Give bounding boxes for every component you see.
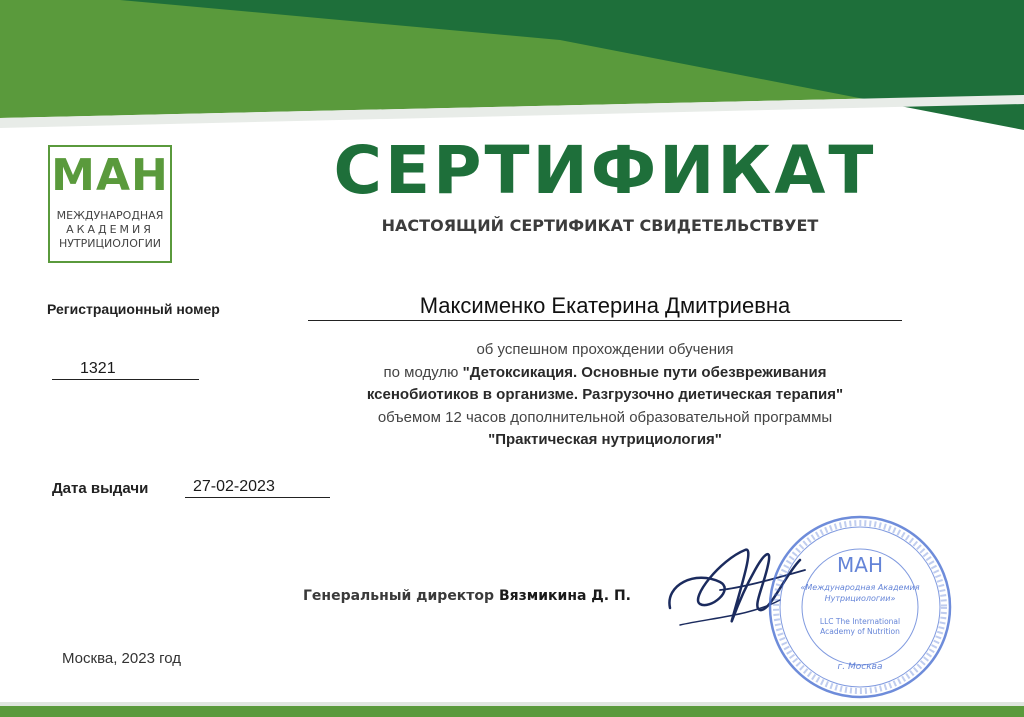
official-stamp	[765, 512, 955, 702]
module-title-part-2: ксенобиотиков в организме. Разгрузочно диетическая терапия"	[366, 386, 844, 403]
body-line-3	[300, 384, 910, 407]
director-name: Вязмикина Д. П.	[498, 588, 632, 604]
top-decorative-band	[0, 0, 1024, 140]
stamp-city: г. Москва	[837, 662, 883, 672]
logo-line-3: НУТРИЦИОЛОГИИ	[58, 237, 162, 250]
stamp-line-1: «Международная Академия	[800, 583, 920, 592]
issue-date-label: Дата выдачи	[52, 480, 149, 497]
module-prefix: по модулю	[383, 363, 463, 381]
stamp-line-2: Нутрициологии»	[824, 594, 896, 603]
body-line-5	[300, 429, 910, 452]
certificate-body	[300, 339, 910, 452]
certificate-subtitle: НАСТОЯЩИЙ СЕРТИФИКАТ СВИДЕТЕЛЬСТВУЕТ	[381, 216, 819, 235]
city-year: Москва, 2023 год	[62, 650, 181, 667]
recipient-name: Максименко Екатерина Дмитриевна	[308, 292, 902, 321]
director-title: Генеральный директор	[303, 588, 499, 604]
registration-number: 1321	[52, 360, 199, 380]
registration-label: Регистрационный номер	[47, 301, 220, 317]
program-name: "Практическая нутрициология"	[488, 431, 722, 448]
stamp-line-4: Academy of Nutrition	[820, 627, 900, 636]
academy-logo	[48, 145, 172, 263]
logo-line-1: МЕЖДУНАРОДНАЯ	[56, 209, 164, 222]
body-line-2	[300, 362, 910, 385]
director-signature-line	[303, 588, 631, 604]
body-line-4: объемом 12 часов дополнительной образовательной программы	[377, 408, 833, 426]
issue-date-value: 27-02-2023	[185, 478, 330, 498]
logo-abbrev: МАН	[51, 150, 169, 201]
logo-line-2: АКАДЕМИЯ	[66, 223, 154, 236]
stamp-abbrev: МАН	[837, 553, 883, 577]
certificate-title: СЕРТИФИКАТ	[333, 132, 877, 209]
stamp-line-3: LLC The International	[819, 617, 901, 626]
bottom-decorative-bar	[0, 702, 1024, 717]
module-title-part-1: "Детоксикация. Основные пути обезвреживания	[462, 363, 827, 381]
body-line-1: об успешном прохождении обучения	[476, 341, 734, 358]
